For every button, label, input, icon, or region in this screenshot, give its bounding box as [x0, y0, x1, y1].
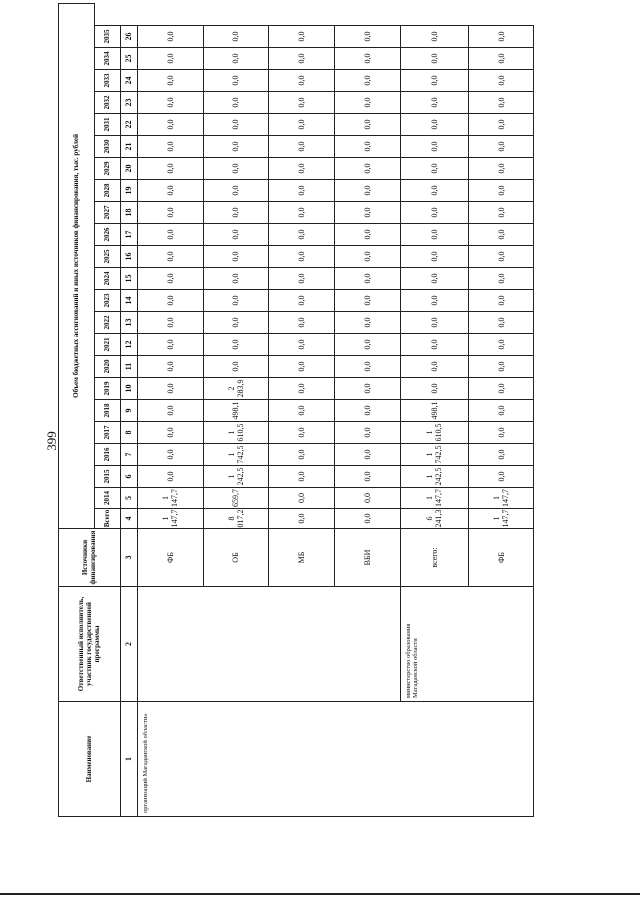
value-cell: 0,0 — [269, 444, 335, 466]
source-cell: ОБ — [203, 529, 269, 587]
value-cell: 0,0 — [203, 180, 269, 202]
value-cell: 0,0 — [469, 422, 534, 444]
value-cell: 0,0 — [400, 70, 469, 92]
value-cell: 0,0 — [269, 290, 335, 312]
header-year: 2026 — [94, 224, 120, 246]
header-year: 2027 — [94, 202, 120, 224]
header-year: 2018 — [94, 400, 120, 422]
value-cell: 0,0 — [203, 224, 269, 246]
value-cell: 0,0 — [334, 334, 400, 356]
table-row — [137, 3, 203, 816]
value-cell: 0,0 — [469, 268, 534, 290]
value-cell: 0,0 — [469, 290, 534, 312]
value-cell: 0,0 — [203, 70, 269, 92]
header-year: 2033 — [94, 70, 120, 92]
value-cell: 0,0 — [203, 48, 269, 70]
header-year: 2028 — [94, 180, 120, 202]
value-cell: 0,0 — [269, 488, 335, 509]
value-cell: 0,0 — [334, 180, 400, 202]
value-cell: 0,0 — [469, 26, 534, 48]
column-number: 23 — [120, 92, 137, 114]
page-number: 399 — [44, 431, 59, 451]
value-cell: 0,0 — [137, 466, 203, 488]
value-cell: 0,0 — [334, 202, 400, 224]
column-number: 14 — [120, 290, 137, 312]
value-cell: 0,0 — [137, 92, 203, 114]
value-cell: 0,0 — [469, 202, 534, 224]
value-cell: 0,0 — [400, 290, 469, 312]
header-year: 2031 — [94, 114, 120, 136]
value-cell: 0,0 — [400, 26, 469, 48]
value-cell: 0,0 — [400, 202, 469, 224]
column-number: 8 — [120, 422, 137, 444]
financing-table-rotated — [58, 29, 534, 817]
value-cell: 1 610,5 — [203, 422, 269, 444]
value-cell: 0,0 — [269, 70, 335, 92]
value-cell: 0,0 — [137, 378, 203, 400]
value-cell: 0,0 — [469, 334, 534, 356]
value-cell: 0,0 — [137, 114, 203, 136]
group-name-cell: организаций Магаданской области» — [137, 702, 533, 817]
column-number: 24 — [120, 70, 137, 92]
value-cell: 0,0 — [203, 114, 269, 136]
value-cell: 0,0 — [137, 400, 203, 422]
column-number: 3 — [120, 529, 137, 587]
column-number: 1 — [120, 702, 137, 817]
value-cell: 1 742,5 — [203, 444, 269, 466]
header-year: 2016 — [94, 444, 120, 466]
value-cell: 0,0 — [400, 180, 469, 202]
value-cell: 1 147,7 — [137, 509, 203, 529]
column-number: 15 — [120, 268, 137, 290]
value-cell: 1 742,5 — [400, 444, 469, 466]
value-cell: 0,0 — [137, 70, 203, 92]
value-cell: 0,0 — [400, 312, 469, 334]
table-row — [400, 3, 469, 816]
value-cell: 0,0 — [469, 114, 534, 136]
value-cell: 0,0 — [469, 136, 534, 158]
value-cell: 0,0 — [400, 48, 469, 70]
value-cell: 1 610,5 — [400, 422, 469, 444]
column-number: 11 — [120, 356, 137, 378]
value-cell: 0,0 — [469, 48, 534, 70]
value-cell: 0,0 — [203, 312, 269, 334]
column-number: 5 — [120, 488, 137, 509]
header-year: 2021 — [94, 334, 120, 356]
column-number: 2 — [120, 587, 137, 702]
value-cell: 0,0 — [400, 136, 469, 158]
value-cell: 0,0 — [400, 334, 469, 356]
value-cell: 0,0 — [469, 356, 534, 378]
value-cell: 0,0 — [137, 224, 203, 246]
value-cell: 0,0 — [269, 26, 335, 48]
column-number: 20 — [120, 158, 137, 180]
value-cell: 0,0 — [269, 334, 335, 356]
value-cell: 498,1 — [203, 400, 269, 422]
bottom-rule — [0, 893, 640, 895]
column-number: 7 — [120, 444, 137, 466]
value-cell: 0,0 — [469, 466, 534, 488]
value-cell: 0,0 — [334, 114, 400, 136]
source-cell: ФБ — [469, 529, 534, 587]
header-year: 2029 — [94, 158, 120, 180]
value-cell: 498,1 — [400, 400, 469, 422]
column-number: 10 — [120, 378, 137, 400]
header-year: 2025 — [94, 246, 120, 268]
value-cell: 6 241,3 — [400, 509, 469, 529]
column-number: 18 — [120, 202, 137, 224]
header-row — [59, 3, 95, 816]
value-cell: 0,0 — [203, 26, 269, 48]
value-cell: 0,0 — [334, 290, 400, 312]
header-year: 2023 — [94, 290, 120, 312]
value-cell: 0,0 — [269, 356, 335, 378]
header-total: Всего — [94, 509, 120, 529]
column-numbers-row — [120, 3, 137, 816]
value-cell: 0,0 — [137, 312, 203, 334]
value-cell: 0,0 — [400, 268, 469, 290]
value-cell: 0,0 — [269, 509, 335, 529]
header-year: 2020 — [94, 356, 120, 378]
value-cell: 0,0 — [334, 92, 400, 114]
column-number: 25 — [120, 48, 137, 70]
column-number: 13 — [120, 312, 137, 334]
value-cell: 0,0 — [269, 136, 335, 158]
column-number: 12 — [120, 334, 137, 356]
header-year: 2030 — [94, 136, 120, 158]
value-cell: 0,0 — [334, 400, 400, 422]
value-cell: 1 147,7 — [400, 488, 469, 509]
value-cell: 0,0 — [334, 158, 400, 180]
value-cell: 0,0 — [400, 246, 469, 268]
value-cell: 0,0 — [269, 422, 335, 444]
value-cell: 1 147,7 — [469, 509, 534, 529]
header-volume: Объем бюджетных ассигнований и иных источников финансирования, тыс. рублей — [59, 3, 95, 528]
value-cell: 1 147,7 — [469, 488, 534, 509]
value-cell: 0,0 — [137, 246, 203, 268]
value-cell: 0,0 — [203, 334, 269, 356]
value-cell: 0,0 — [400, 224, 469, 246]
financing-table — [58, 3, 534, 817]
column-number: 19 — [120, 180, 137, 202]
value-cell: 0,0 — [137, 26, 203, 48]
column-number: 9 — [120, 400, 137, 422]
value-cell: 0,0 — [469, 224, 534, 246]
column-number: 17 — [120, 224, 137, 246]
value-cell: 0,0 — [334, 70, 400, 92]
value-cell: 0,0 — [269, 48, 335, 70]
value-cell: 0,0 — [137, 136, 203, 158]
source-cell: всего: — [400, 529, 469, 587]
value-cell: 0,0 — [269, 180, 335, 202]
header-responsible: Ответственный исполнитель, участник государственной программы — [59, 587, 121, 702]
header-year: 2034 — [94, 48, 120, 70]
value-cell: 0,0 — [469, 312, 534, 334]
value-cell: 0,0 — [469, 378, 534, 400]
value-cell: 0,0 — [203, 136, 269, 158]
value-cell: 0,0 — [334, 136, 400, 158]
value-cell: 0,0 — [269, 158, 335, 180]
value-cell: 0,0 — [469, 158, 534, 180]
value-cell: 0,0 — [400, 158, 469, 180]
value-cell: 0,0 — [203, 158, 269, 180]
value-cell: 0,0 — [334, 312, 400, 334]
value-cell: 0,0 — [334, 246, 400, 268]
value-cell: 1 242,5 — [203, 466, 269, 488]
header-year: 2032 — [94, 92, 120, 114]
value-cell: 0,0 — [400, 92, 469, 114]
value-cell: 0,0 — [269, 224, 335, 246]
value-cell: 0,0 — [269, 312, 335, 334]
value-cell: 0,0 — [269, 268, 335, 290]
value-cell: 0,0 — [137, 268, 203, 290]
value-cell: 0,0 — [203, 202, 269, 224]
header-year: 2022 — [94, 312, 120, 334]
value-cell: 0,0 — [203, 356, 269, 378]
column-number: 26 — [120, 26, 137, 48]
value-cell: 0,0 — [334, 488, 400, 509]
value-cell: 0,0 — [269, 114, 335, 136]
value-cell: 0,0 — [400, 356, 469, 378]
value-cell: 0,0 — [334, 444, 400, 466]
header-year: 2019 — [94, 378, 120, 400]
value-cell: 0,0 — [469, 444, 534, 466]
value-cell: 0,0 — [469, 246, 534, 268]
column-number: 4 — [120, 509, 137, 529]
value-cell: 0,0 — [400, 378, 469, 400]
value-cell: 0,0 — [137, 356, 203, 378]
value-cell: 1 242,5 — [400, 466, 469, 488]
value-cell: 0,0 — [203, 92, 269, 114]
header-year: 2015 — [94, 466, 120, 488]
value-cell: 1 147,7 — [137, 488, 203, 509]
value-cell: 0,0 — [334, 48, 400, 70]
header-year: 2017 — [94, 422, 120, 444]
source-cell: ФБ — [137, 529, 203, 587]
value-cell: 0,0 — [400, 114, 469, 136]
value-cell: 8 017,2 — [203, 509, 269, 529]
value-cell: 0,0 — [137, 334, 203, 356]
header-year: 2024 — [94, 268, 120, 290]
value-cell: 0,0 — [334, 356, 400, 378]
value-cell: 0,0 — [269, 202, 335, 224]
value-cell: 0,0 — [137, 290, 203, 312]
value-cell: 0,0 — [334, 224, 400, 246]
value-cell: 0,0 — [269, 400, 335, 422]
value-cell: 0,0 — [137, 180, 203, 202]
value-cell: 2 283,9 — [203, 378, 269, 400]
value-cell: 0,0 — [334, 378, 400, 400]
column-number: 16 — [120, 246, 137, 268]
value-cell: 0,0 — [334, 466, 400, 488]
value-cell: 0,0 — [469, 92, 534, 114]
column-number: 21 — [120, 136, 137, 158]
value-cell: 0,0 — [469, 70, 534, 92]
source-cell: ВБИ — [334, 529, 400, 587]
column-number: 22 — [120, 114, 137, 136]
value-cell: 0,0 — [203, 268, 269, 290]
header-name: Наименование — [59, 702, 121, 817]
value-cell: 0,0 — [137, 444, 203, 466]
value-cell: 0,0 — [269, 246, 335, 268]
value-cell: 0,0 — [137, 422, 203, 444]
value-cell: 0,0 — [137, 48, 203, 70]
column-number: 6 — [120, 466, 137, 488]
value-cell: 0,0 — [334, 422, 400, 444]
value-cell: 0,0 — [269, 466, 335, 488]
value-cell: 0,0 — [469, 400, 534, 422]
value-cell: 659,7 — [203, 488, 269, 509]
ministry-cell: министерство образования Магаданской области — [400, 587, 533, 702]
value-cell: 0,0 — [334, 268, 400, 290]
value-cell: 0,0 — [269, 378, 335, 400]
value-cell: 0,0 — [203, 246, 269, 268]
header-year: 2014 — [94, 488, 120, 509]
value-cell: 0,0 — [203, 290, 269, 312]
source-cell: МБ — [269, 529, 335, 587]
value-cell: 0,0 — [137, 158, 203, 180]
responsible-empty-cell — [137, 587, 400, 702]
header-year: 2035 — [94, 26, 120, 48]
value-cell: 0,0 — [469, 180, 534, 202]
value-cell: 0,0 — [334, 26, 400, 48]
value-cell: 0,0 — [334, 509, 400, 529]
header-sources: Источники финансирования — [59, 529, 121, 587]
value-cell: 0,0 — [137, 202, 203, 224]
value-cell: 0,0 — [269, 92, 335, 114]
